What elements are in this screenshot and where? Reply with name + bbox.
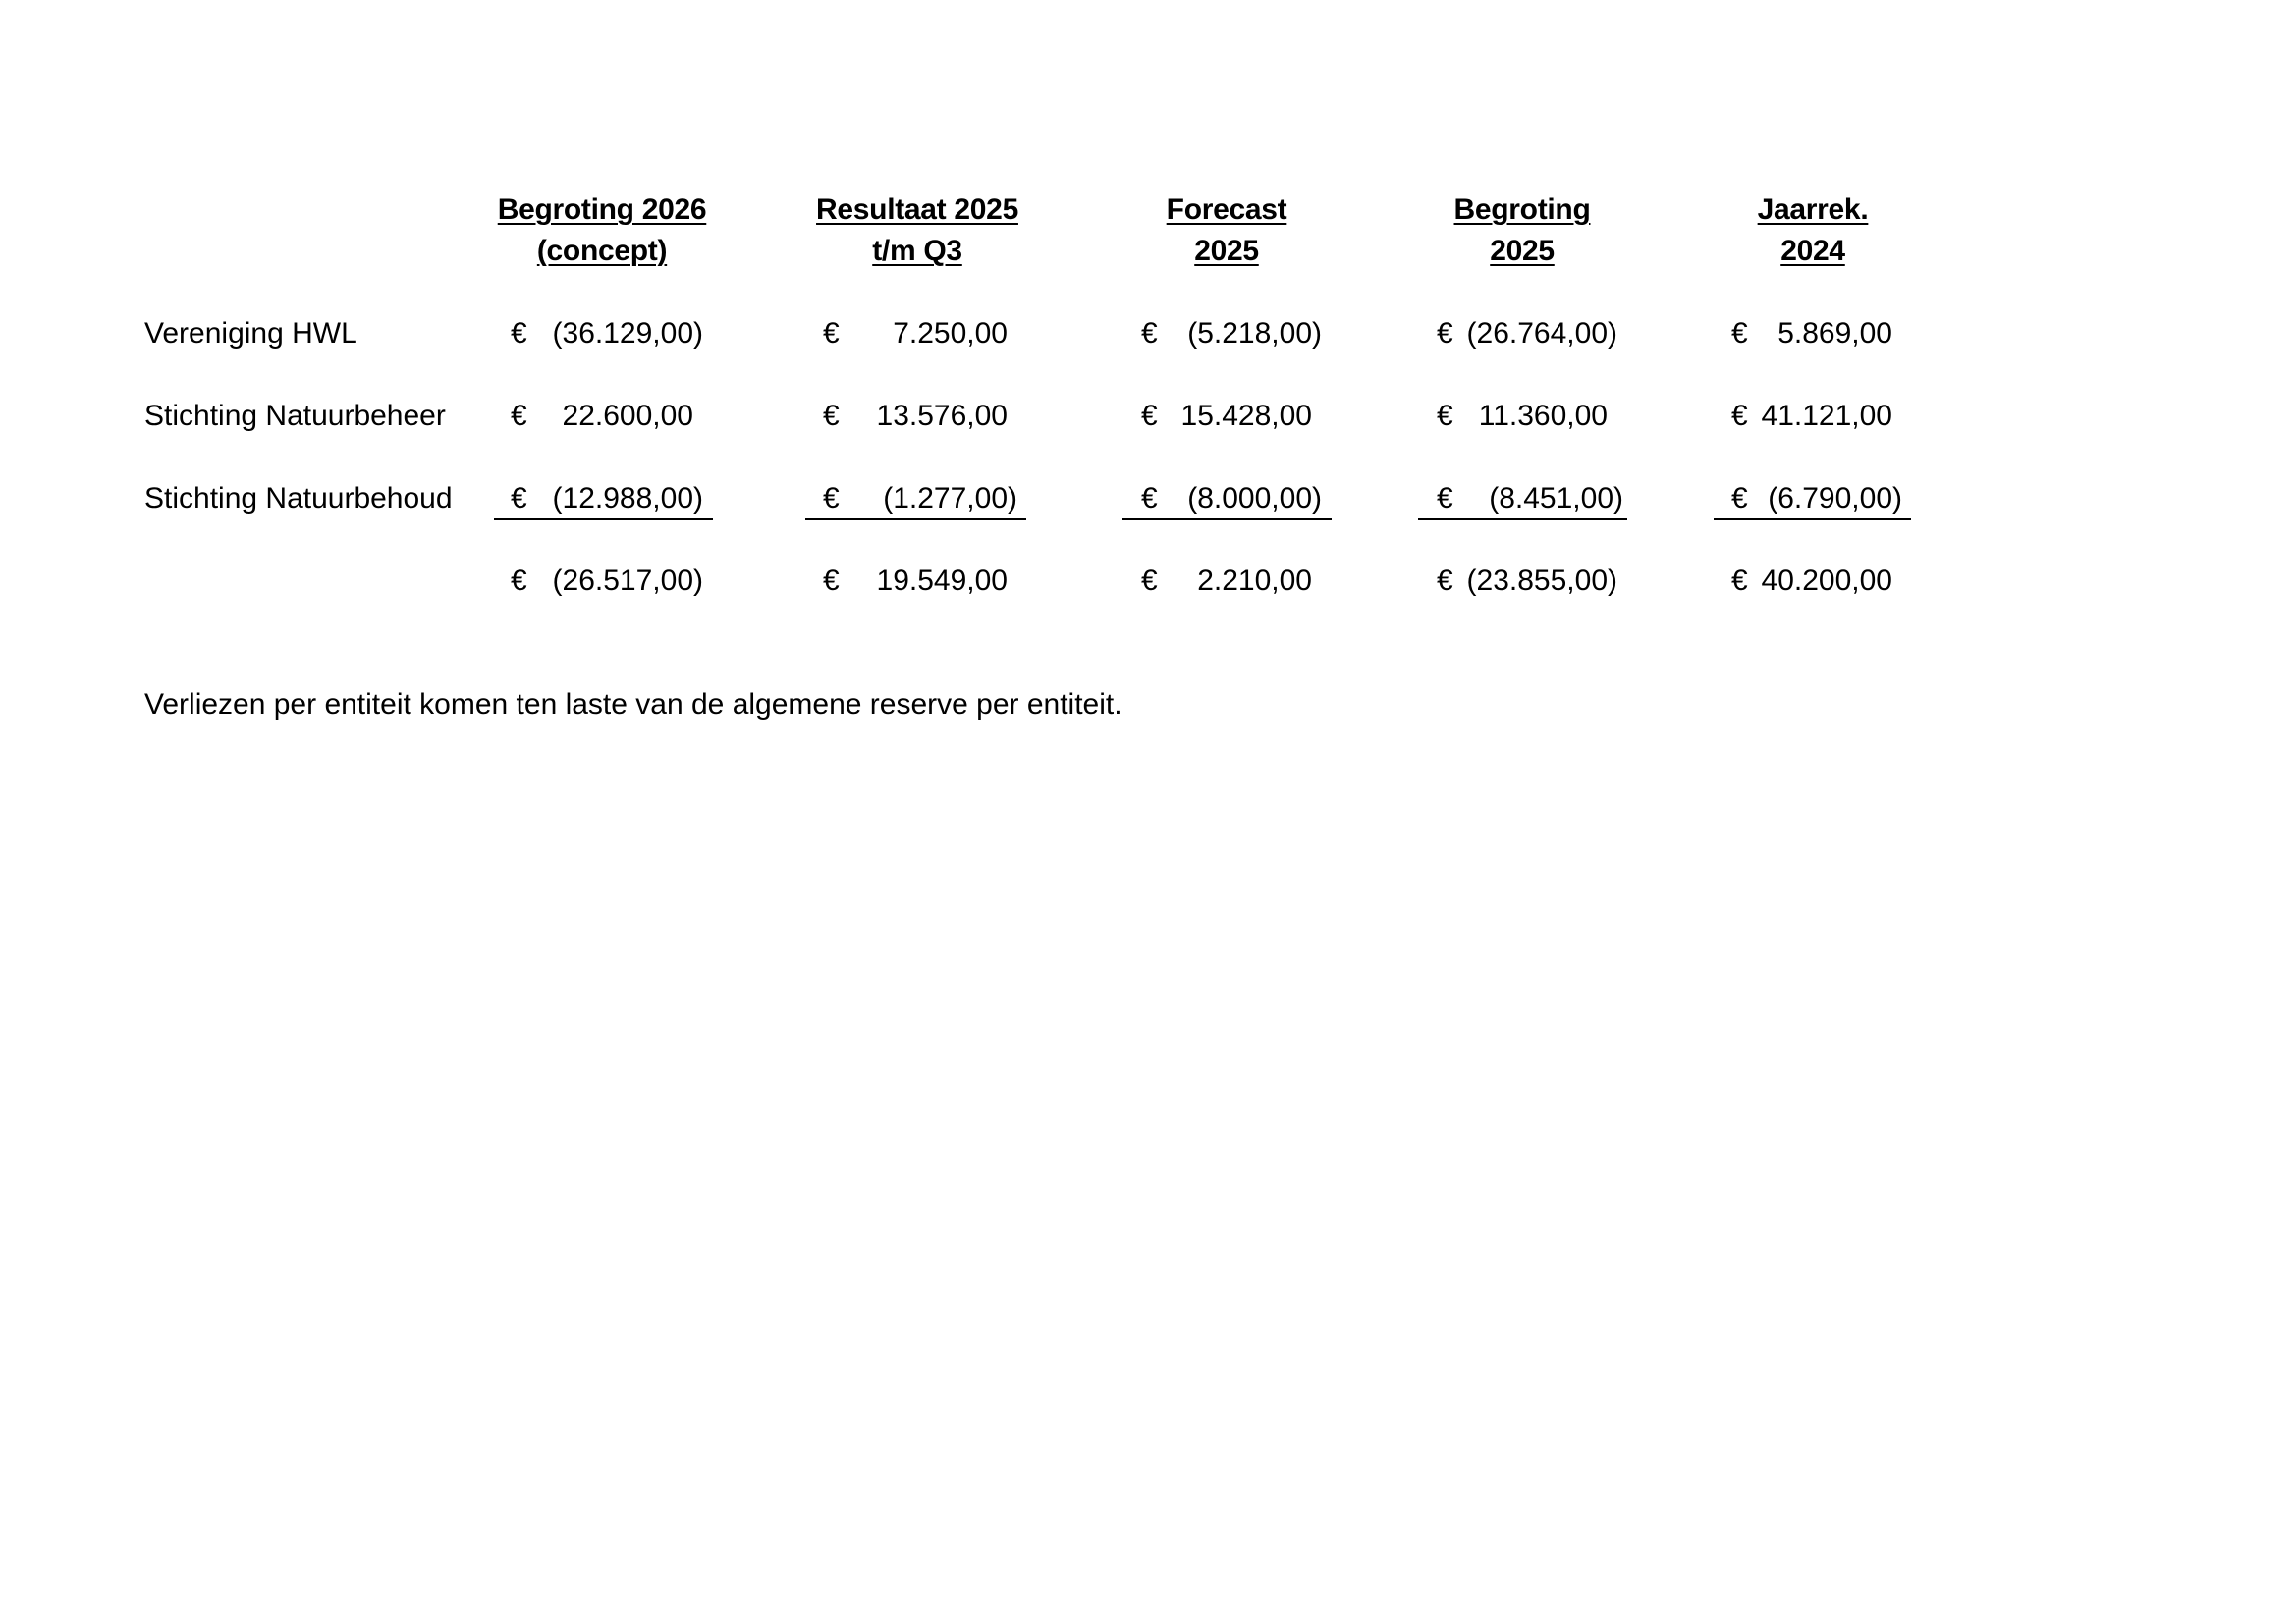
currency-symbol: € bbox=[1437, 317, 1453, 350]
column-header-forecast-2025 bbox=[1099, 189, 1354, 272]
row-label-vereniging-hwl: Vereniging HWL bbox=[144, 317, 357, 350]
total-value: 19.549,00 bbox=[876, 565, 1008, 597]
column-header-line2: 2025 bbox=[1490, 235, 1555, 267]
column-header-line2: 2024 bbox=[1780, 235, 1845, 267]
column-header-line1: Resultaat 2025 bbox=[816, 193, 1018, 226]
amount-value: (36.129,00) bbox=[552, 317, 703, 350]
column-header-line2: 2025 bbox=[1194, 235, 1259, 267]
currency-symbol: € bbox=[823, 317, 840, 350]
amount-value: 5.869,00 bbox=[1777, 317, 1892, 350]
currency-symbol: € bbox=[1731, 482, 1748, 514]
total-value: (23.855,00) bbox=[1466, 565, 1617, 597]
amount-value: 13.576,00 bbox=[876, 400, 1008, 432]
currency-symbol: € bbox=[823, 482, 840, 514]
amount-value: (6.790,00) bbox=[1768, 482, 1902, 514]
column-header-line2: t/m Q3 bbox=[872, 235, 962, 267]
column-header-jaarrek-2024 bbox=[1685, 189, 1941, 272]
column-header-resultaat-2025 bbox=[790, 189, 1045, 272]
currency-symbol: € bbox=[1731, 317, 1748, 350]
row-label-stichting-natuurbeheer: Stichting Natuurbeheer bbox=[144, 400, 446, 432]
amount-value: 22.600,00 bbox=[562, 400, 693, 432]
footnote-text: Verliezen per entiteit komen ten laste van de algemene reserve per entiteit. bbox=[144, 688, 1122, 721]
subtotal-rule bbox=[1418, 518, 1627, 520]
column-header-line1: Begroting bbox=[1453, 193, 1591, 226]
subtotal-rule bbox=[805, 518, 1026, 520]
total-value: (26.517,00) bbox=[552, 565, 703, 597]
row-label-stichting-natuurbehoud: Stichting Natuurbehoud bbox=[144, 482, 453, 514]
amount-value: (5.218,00) bbox=[1187, 317, 1322, 350]
currency-symbol: € bbox=[1731, 400, 1748, 432]
total-value: 2.210,00 bbox=[1197, 565, 1312, 597]
subtotal-rule bbox=[1714, 518, 1911, 520]
subtotal-rule bbox=[1122, 518, 1332, 520]
total-value: 40.200,00 bbox=[1761, 565, 1892, 597]
currency-symbol: € bbox=[1141, 400, 1158, 432]
amount-value: (26.764,00) bbox=[1466, 317, 1617, 350]
column-header-line1: Jaarrek. bbox=[1757, 193, 1869, 226]
column-header-line2: (concept) bbox=[536, 235, 668, 267]
amount-value: (8.000,00) bbox=[1187, 482, 1322, 514]
amount-value: 7.250,00 bbox=[893, 317, 1008, 350]
amount-value: 41.121,00 bbox=[1761, 400, 1892, 432]
currency-symbol: € bbox=[1437, 482, 1453, 514]
currency-symbol: € bbox=[1141, 565, 1158, 597]
currency-symbol: € bbox=[1141, 317, 1158, 350]
currency-symbol: € bbox=[1141, 482, 1158, 514]
amount-value: (8.451,00) bbox=[1489, 482, 1623, 514]
column-header-line1: Begroting 2026 bbox=[497, 193, 707, 226]
amount-value: (12.988,00) bbox=[552, 482, 703, 514]
column-header-begroting-2026 bbox=[474, 189, 730, 272]
currency-symbol: € bbox=[1731, 565, 1748, 597]
currency-symbol: € bbox=[823, 400, 840, 432]
currency-symbol: € bbox=[1437, 565, 1453, 597]
currency-symbol: € bbox=[511, 400, 527, 432]
column-header-line1: Forecast bbox=[1166, 193, 1287, 226]
currency-symbol: € bbox=[511, 565, 527, 597]
currency-symbol: € bbox=[823, 565, 840, 597]
currency-symbol: € bbox=[511, 317, 527, 350]
column-header-begroting-2025 bbox=[1394, 189, 1650, 272]
subtotal-rule bbox=[494, 518, 713, 520]
currency-symbol: € bbox=[1437, 400, 1453, 432]
amount-value: (1.277,00) bbox=[883, 482, 1017, 514]
currency-symbol: € bbox=[511, 482, 527, 514]
amount-value: 11.360,00 bbox=[1478, 400, 1608, 432]
amount-value: 15.428,00 bbox=[1180, 400, 1312, 432]
